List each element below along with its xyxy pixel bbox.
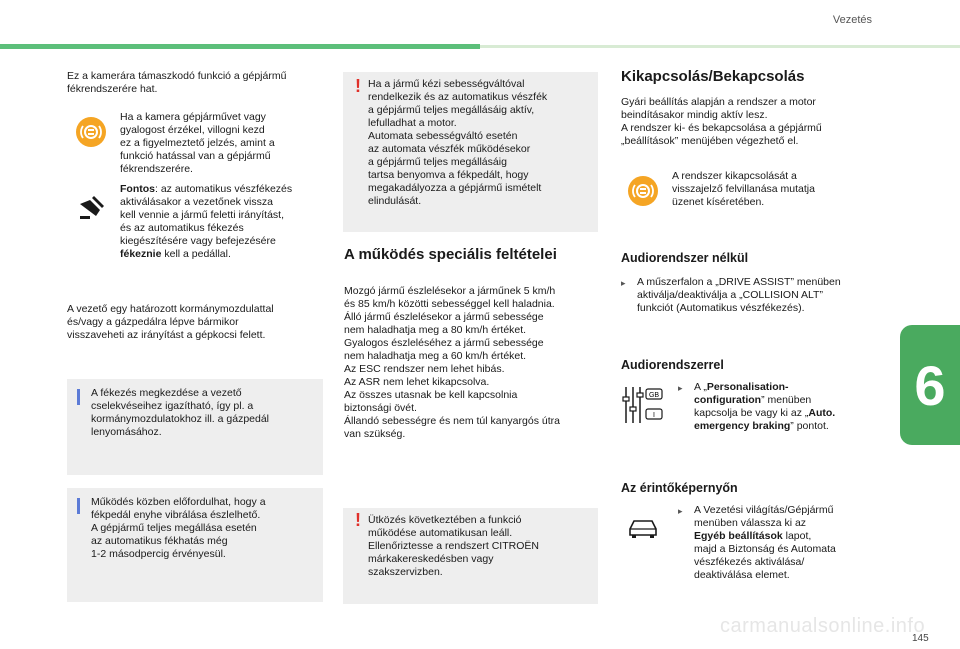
brake-word: fékeznie: [120, 248, 162, 260]
col1-icon2-text: [120, 183, 332, 261]
auto-emergency-braking-label: Auto. emergency braking: [694, 407, 836, 432]
audio-text-pre: A „: [694, 381, 707, 393]
bullet-marker: ▸: [678, 506, 683, 516]
no-audio-heading: Audiorendszer nélkül: [621, 251, 749, 265]
section-title: Vezetés: [832, 14, 872, 26]
personalisation-label: Personalisation- configuration: [694, 381, 789, 406]
warning-box-1: [343, 72, 598, 232]
note-box-1: [67, 379, 323, 475]
col1-icon2-tail: kell a pedállal.: [161, 248, 231, 260]
col1-intro: Ez a kamerára támaszkodó funkció a gépjármű fékrendszerére hat.: [67, 70, 287, 95]
no-audio-text: A műszerfalon a „DRIVE ASSIST” menüben aktiválja/deaktiválja a „COLLISION ALT” funkciót (Automatikus vészfékezés).: [637, 276, 841, 314]
warning-box-2: [343, 508, 598, 604]
brake-warning-icon: [76, 117, 106, 147]
col1-icon2-body: : az automatikus vészfékezés aktiválásakor a vezetőnek vissza kell vennie a jármű feletti irányítást, és az automatikus fékezés kiegészítésére vagy befejezésére: [120, 183, 293, 247]
note-1-text: A fékezés megkezdése a vezető cselekvéseihez igazítható, így pl. a kormánymozdulatokhoz ill. a gázpedál lenyomásához.: [91, 387, 270, 438]
special-conditions-body: Mozgó jármű észlelésekor a járműnek 5 km/h és 85 km/h közötti sebességgel kell haladnia. Álló jármű észlelésekor a jármű sebessége nem haladhatja meg a 80 km/h értéket. Gyalogos észleléséhez a jármű sebessége nem haladhatja meg a 60 km/h értéket. Az ESC rendszer nem lehet hibás. Az ASR nem lehet kikapcsolva. Az összes utasnak be kell kapcsolnia biztonsági övét. Állandó sebességre és nem túl kanyargós útra van szükség.: [344, 285, 560, 440]
on-off-heading: Kikapcsolás/Bekapcsolás: [621, 68, 805, 85]
important-label: Fontos: [120, 183, 155, 195]
car-settings-icon: [626, 515, 660, 541]
on-off-icon-text: A rendszer kikapcsolását a visszajelző felvillanása mutatja üzenet kíséretében.: [672, 170, 815, 208]
touch-text-post: lapot, majd a Biztonság és Automata vészfékezés aktiválása/ deaktiválása elemet.: [694, 530, 836, 581]
special-conditions-heading: A működés speciális feltételei: [344, 246, 557, 263]
chapter-tab: 6: [900, 325, 960, 445]
bullet-marker: ▸: [678, 383, 683, 393]
page-number: 145: [912, 633, 929, 644]
header-accent-bar-light: [480, 45, 960, 48]
touchscreen-text: [694, 504, 889, 582]
on-off-intro: Gyári beállítás alapján a rendszer a motor beindításakor mindig aktív lesz. A rendszer ki- és bekapcsolása a gépjármű „beállítások” menüjében végezhető el.: [621, 96, 822, 147]
note-marker: [77, 389, 80, 405]
audio-heading: Audiorendszerrel: [621, 358, 724, 372]
warning-icon: !: [355, 510, 361, 530]
watermark: carmanualsonline.info: [720, 615, 926, 637]
warning-2-text: Ütközés következtében a funkció működése automatikusan leáll. Ellenőriztesse a rendszert CITROËN márkakereskedésben vagy szakszervizben.: [368, 514, 539, 578]
other-settings-label: Egyéb beállítások: [694, 530, 783, 542]
foot-on-pedal-icon: [76, 190, 106, 220]
brake-warning-icon: [628, 176, 658, 206]
col1-paragraph: A vezető egy határozott kormánymozdulattal és/vagy a gázpedálra lépve bármikor visszaveheti az irányítást a gépkocsi felett.: [67, 303, 274, 341]
info-label: I: [653, 412, 655, 419]
warning-1-text: Ha a jármű kézi sebességváltóval rendelkezik és az automatikus vészfék a gépjármű teljes megállásáig aktív, lefulladhat a motor. Automata sebességváltó esetén az automata vészfék működésekor a gépjármű teljes megállásáig tartsa benyomva a fékpedált, hogy megakadályozza a gépjármű ismételt elindulását.: [368, 78, 548, 207]
settings-sliders-icon: [622, 385, 664, 425]
touchscreen-heading: Az érintőképernyőn: [621, 481, 738, 495]
touch-text-pre: A Vezetési világítás/Gépjármű menüben válassza ki az: [694, 504, 834, 529]
warning-icon: !: [355, 76, 361, 96]
audio-text: [694, 381, 889, 433]
note-2-text: Működés közben előfordulhat, hogy a fékpedál enyhe vibrálása észlelhető. A gépjármű teljes megállása esetén az automatikus fékhatás még 1-2 másodpercig érvényesül.: [91, 496, 266, 560]
audio-text-mid: ” menüben kapcsolja be vagy ki az „: [694, 394, 812, 419]
bullet-marker: ▸: [621, 278, 626, 288]
audio-text-post: ” pontot.: [790, 420, 829, 432]
note-marker: [77, 498, 80, 514]
note-box-2: [67, 488, 323, 602]
col1-icon1-text: Ha a kamera gépjárművet vagy gyalogost érzékel, villogni kezd ez a figyelmeztető jelzés, amint a funkció hatással van a gépjármű fékrendszerére.: [120, 111, 275, 175]
header-accent-bar: [0, 44, 480, 49]
gb-label: GB: [648, 392, 660, 399]
